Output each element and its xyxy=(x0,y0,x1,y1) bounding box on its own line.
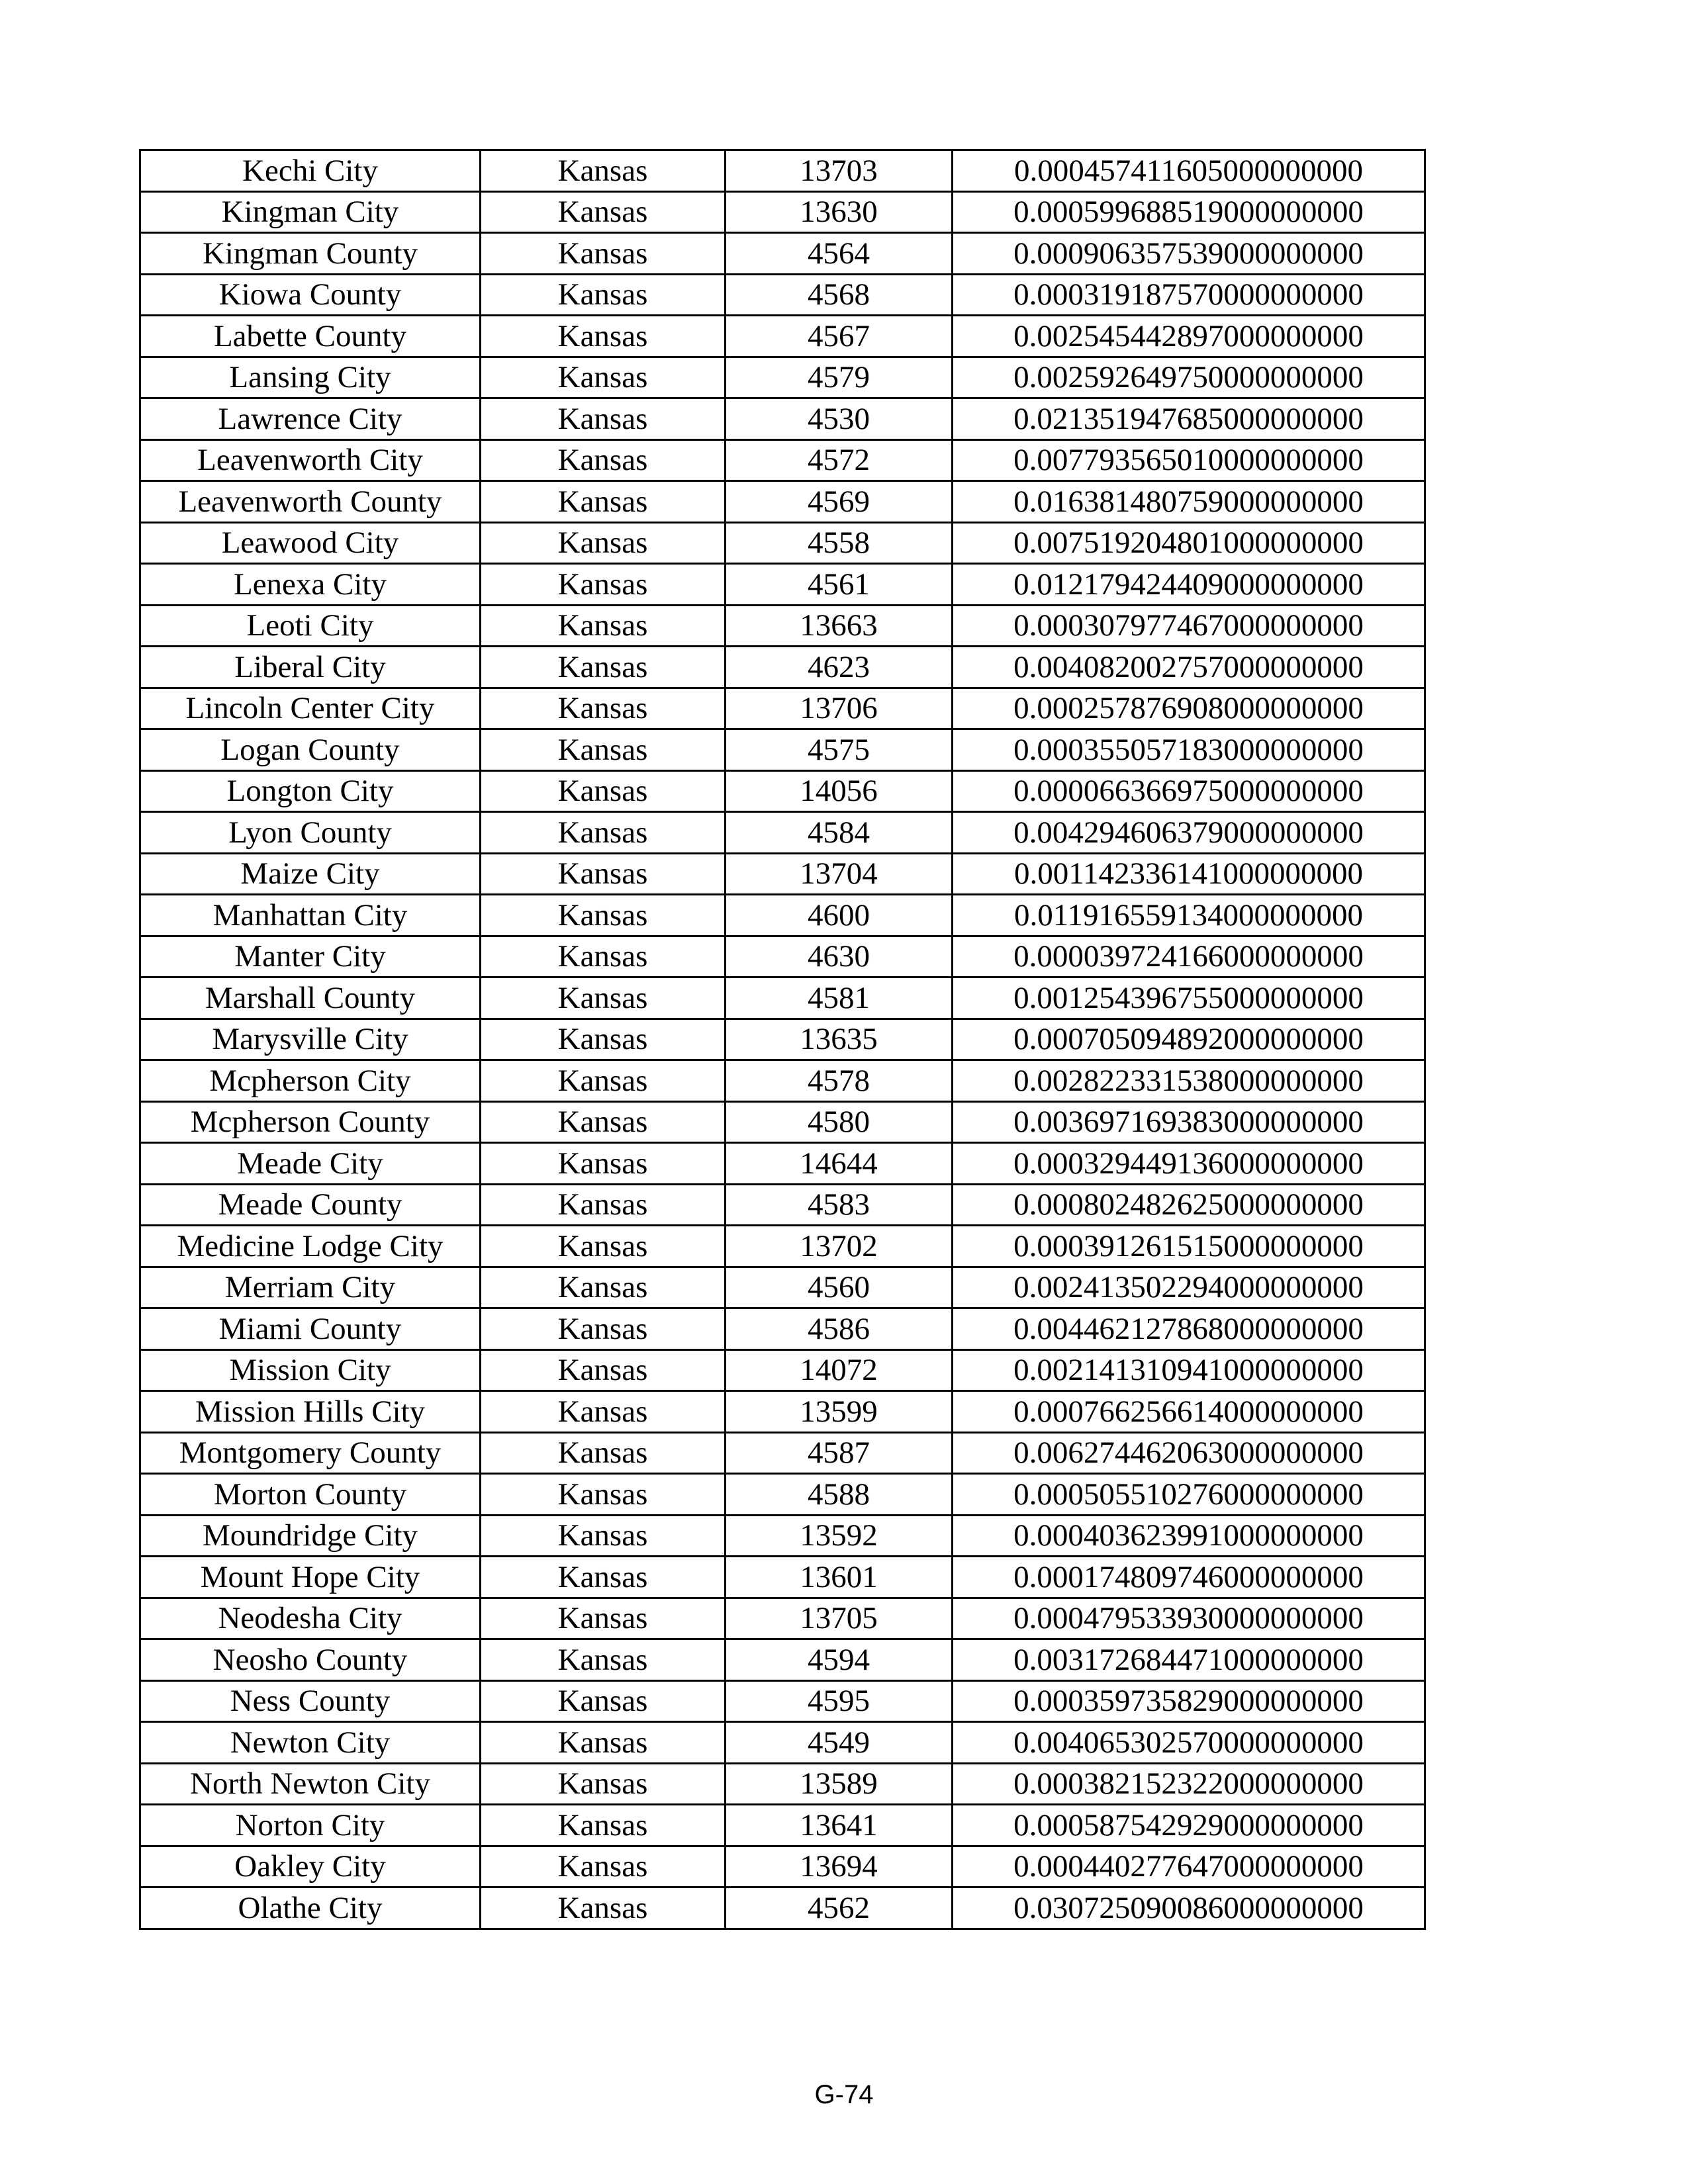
allocation-cell: 0.000391261515000000000 xyxy=(953,1226,1425,1267)
table-row xyxy=(140,522,1425,564)
state-cell: Kansas xyxy=(481,1680,726,1722)
id-cell: 14056 xyxy=(726,770,953,812)
allocation-cell: 0.001142336141000000000 xyxy=(953,853,1425,895)
state-cell: Kansas xyxy=(481,1598,726,1639)
id-cell: 13702 xyxy=(726,1226,953,1267)
state-cell: Kansas xyxy=(481,729,726,771)
allocation-cell: 0.000319187570000000000 xyxy=(953,274,1425,316)
allocation-cell: 0.030725090086000000000 xyxy=(953,1888,1425,1929)
jurisdiction-cell: Lawrence City xyxy=(140,398,481,440)
allocation-cell: 0.001254396755000000000 xyxy=(953,978,1425,1019)
state-cell: Kansas xyxy=(481,978,726,1019)
table-row xyxy=(140,1308,1425,1350)
state-cell: Kansas xyxy=(481,1308,726,1350)
id-cell: 4549 xyxy=(726,1722,953,1764)
allocation-cell: 0.004462127868000000000 xyxy=(953,1308,1425,1350)
jurisdiction-cell: Leoti City xyxy=(140,605,481,647)
id-cell: 4575 xyxy=(726,729,953,771)
jurisdiction-cell: Longton City xyxy=(140,770,481,812)
state-cell: Kansas xyxy=(481,1763,726,1805)
allocation-cell: 0.011916559134000000000 xyxy=(953,895,1425,936)
state-cell: Kansas xyxy=(481,1101,726,1143)
table-row xyxy=(140,357,1425,398)
allocation-cell: 0.012179424409000000000 xyxy=(953,564,1425,606)
state-cell: Kansas xyxy=(481,274,726,316)
jurisdiction-cell: Liberal City xyxy=(140,647,481,688)
jurisdiction-cell: Lincoln Center City xyxy=(140,688,481,729)
table-row xyxy=(140,853,1425,895)
state-cell: Kansas xyxy=(481,1805,726,1846)
id-cell: 4567 xyxy=(726,316,953,357)
state-cell: Kansas xyxy=(481,439,726,481)
table-row xyxy=(140,1846,1425,1888)
table-row xyxy=(140,481,1425,523)
state-cell: Kansas xyxy=(481,564,726,606)
table-body xyxy=(140,150,1425,1929)
allocation-cell: 0.006274462063000000000 xyxy=(953,1432,1425,1474)
state-cell: Kansas xyxy=(481,150,726,192)
table-row xyxy=(140,1184,1425,1226)
table-row xyxy=(140,1349,1425,1391)
state-cell: Kansas xyxy=(481,481,726,523)
table-row xyxy=(140,1680,1425,1722)
state-cell: Kansas xyxy=(481,233,726,275)
id-cell: 4588 xyxy=(726,1474,953,1516)
id-cell: 13630 xyxy=(726,191,953,233)
allocation-cell: 0.000039724166000000000 xyxy=(953,936,1425,978)
table-row xyxy=(140,688,1425,729)
allocation-cell: 0.002592649750000000000 xyxy=(953,357,1425,398)
state-cell: Kansas xyxy=(481,357,726,398)
table-row xyxy=(140,1557,1425,1598)
table-row xyxy=(140,1226,1425,1267)
allocation-cell: 0.000307977467000000000 xyxy=(953,605,1425,647)
allocation-cell: 0.007793565010000000000 xyxy=(953,439,1425,481)
id-cell: 14072 xyxy=(726,1349,953,1391)
table-row xyxy=(140,978,1425,1019)
table-row xyxy=(140,1101,1425,1143)
id-cell: 4595 xyxy=(726,1680,953,1722)
jurisdiction-cell: Ness County xyxy=(140,1680,481,1722)
id-cell: 13641 xyxy=(726,1805,953,1846)
state-cell: Kansas xyxy=(481,647,726,688)
jurisdiction-cell: Neosho County xyxy=(140,1639,481,1681)
jurisdiction-cell: Kingman City xyxy=(140,191,481,233)
id-cell: 4530 xyxy=(726,398,953,440)
id-cell: 13694 xyxy=(726,1846,953,1888)
state-cell: Kansas xyxy=(481,605,726,647)
table-row xyxy=(140,647,1425,688)
table-row xyxy=(140,1598,1425,1639)
allocation-cell: 0.000599688519000000000 xyxy=(953,191,1425,233)
allocation-cell: 0.000766256614000000000 xyxy=(953,1391,1425,1433)
allocation-cell: 0.000705094892000000000 xyxy=(953,1019,1425,1060)
allocation-cell: 0.004294606379000000000 xyxy=(953,812,1425,854)
jurisdiction-cell: Mount Hope City xyxy=(140,1557,481,1598)
id-cell: 4630 xyxy=(726,936,953,978)
table-row xyxy=(140,191,1425,233)
state-cell: Kansas xyxy=(481,688,726,729)
id-cell: 4583 xyxy=(726,1184,953,1226)
jurisdiction-cell: Olathe City xyxy=(140,1888,481,1929)
id-cell: 4578 xyxy=(726,1060,953,1102)
jurisdiction-cell: Neodesha City xyxy=(140,1598,481,1639)
id-cell: 4558 xyxy=(726,522,953,564)
state-cell: Kansas xyxy=(481,1184,726,1226)
state-cell: Kansas xyxy=(481,1226,726,1267)
id-cell: 13592 xyxy=(726,1515,953,1557)
jurisdiction-cell: Oakley City xyxy=(140,1846,481,1888)
allocation-table xyxy=(139,149,1426,1930)
jurisdiction-cell: Medicine Lodge City xyxy=(140,1226,481,1267)
jurisdiction-cell: Manter City xyxy=(140,936,481,978)
allocation-cell: 0.000403623991000000000 xyxy=(953,1515,1425,1557)
state-cell: Kansas xyxy=(481,1846,726,1888)
id-cell: 13663 xyxy=(726,605,953,647)
allocation-cell: 0.002545442897000000000 xyxy=(953,316,1425,357)
allocation-cell: 0.000359735829000000000 xyxy=(953,1680,1425,1722)
table-row xyxy=(140,729,1425,771)
table-row xyxy=(140,1019,1425,1060)
state-cell: Kansas xyxy=(481,812,726,854)
table-row xyxy=(140,1474,1425,1516)
jurisdiction-cell: Leavenworth County xyxy=(140,481,481,523)
state-cell: Kansas xyxy=(481,191,726,233)
allocation-cell: 0.004082002757000000000 xyxy=(953,647,1425,688)
id-cell: 13599 xyxy=(726,1391,953,1433)
table-row xyxy=(140,1060,1425,1102)
jurisdiction-cell: Lansing City xyxy=(140,357,481,398)
allocation-cell: 0.003697169383000000000 xyxy=(953,1101,1425,1143)
id-cell: 4587 xyxy=(726,1432,953,1474)
table-row xyxy=(140,316,1425,357)
allocation-cell: 0.000355057183000000000 xyxy=(953,729,1425,771)
id-cell: 13589 xyxy=(726,1763,953,1805)
table-row xyxy=(140,605,1425,647)
table-row xyxy=(140,233,1425,275)
allocation-cell: 0.000906357539000000000 xyxy=(953,233,1425,275)
id-cell: 4623 xyxy=(726,647,953,688)
jurisdiction-cell: Marshall County xyxy=(140,978,481,1019)
table-row xyxy=(140,1515,1425,1557)
state-cell: Kansas xyxy=(481,398,726,440)
table-row xyxy=(140,1391,1425,1433)
table-row xyxy=(140,439,1425,481)
table-row xyxy=(140,812,1425,854)
id-cell: 4560 xyxy=(726,1267,953,1308)
state-cell: Kansas xyxy=(481,770,726,812)
jurisdiction-cell: Meade County xyxy=(140,1184,481,1226)
id-cell: 4568 xyxy=(726,274,953,316)
table-row xyxy=(140,274,1425,316)
table-row xyxy=(140,1432,1425,1474)
jurisdiction-cell: Lyon County xyxy=(140,812,481,854)
jurisdiction-cell: Meade City xyxy=(140,1143,481,1185)
jurisdiction-cell: Leavenworth City xyxy=(140,439,481,481)
jurisdiction-cell: Moundridge City xyxy=(140,1515,481,1557)
state-cell: Kansas xyxy=(481,936,726,978)
table-row xyxy=(140,1143,1425,1185)
id-cell: 4572 xyxy=(726,439,953,481)
id-cell: 13635 xyxy=(726,1019,953,1060)
jurisdiction-cell: Leawood City xyxy=(140,522,481,564)
jurisdiction-cell: Logan County xyxy=(140,729,481,771)
allocation-cell: 0.000587542929000000000 xyxy=(953,1805,1425,1846)
id-cell: 4584 xyxy=(726,812,953,854)
allocation-cell: 0.002141310941000000000 xyxy=(953,1349,1425,1391)
jurisdiction-cell: Miami County xyxy=(140,1308,481,1350)
id-cell: 4600 xyxy=(726,895,953,936)
state-cell: Kansas xyxy=(481,853,726,895)
allocation-cell: 0.000066366975000000000 xyxy=(953,770,1425,812)
allocation-cell: 0.016381480759000000000 xyxy=(953,481,1425,523)
jurisdiction-cell: Manhattan City xyxy=(140,895,481,936)
allocation-cell: 0.000382152322000000000 xyxy=(953,1763,1425,1805)
id-cell: 14644 xyxy=(726,1143,953,1185)
allocation-cell: 0.000457411605000000000 xyxy=(953,150,1425,192)
allocation-cell: 0.002822331538000000000 xyxy=(953,1060,1425,1102)
id-cell: 4562 xyxy=(726,1888,953,1929)
jurisdiction-cell: Maize City xyxy=(140,853,481,895)
state-cell: Kansas xyxy=(481,1557,726,1598)
state-cell: Kansas xyxy=(481,1060,726,1102)
allocation-cell: 0.000505510276000000000 xyxy=(953,1474,1425,1516)
state-cell: Kansas xyxy=(481,895,726,936)
id-cell: 4569 xyxy=(726,481,953,523)
table-row xyxy=(140,936,1425,978)
allocation-cell: 0.004065302570000000000 xyxy=(953,1722,1425,1764)
table-row xyxy=(140,895,1425,936)
id-cell: 13601 xyxy=(726,1557,953,1598)
state-cell: Kansas xyxy=(481,1432,726,1474)
state-cell: Kansas xyxy=(481,522,726,564)
allocation-cell: 0.000174809746000000000 xyxy=(953,1557,1425,1598)
state-cell: Kansas xyxy=(481,1267,726,1308)
jurisdiction-cell: Newton City xyxy=(140,1722,481,1764)
jurisdiction-cell: Norton City xyxy=(140,1805,481,1846)
allocation-cell: 0.000802482625000000000 xyxy=(953,1184,1425,1226)
id-cell: 4594 xyxy=(726,1639,953,1681)
id-cell: 13705 xyxy=(726,1598,953,1639)
table-row xyxy=(140,1805,1425,1846)
state-cell: Kansas xyxy=(481,1019,726,1060)
jurisdiction-cell: Marysville City xyxy=(140,1019,481,1060)
table-row xyxy=(140,1722,1425,1764)
state-cell: Kansas xyxy=(481,1474,726,1516)
allocation-cell: 0.007519204801000000000 xyxy=(953,522,1425,564)
state-cell: Kansas xyxy=(481,1722,726,1764)
jurisdiction-cell: Merriam City xyxy=(140,1267,481,1308)
table-row xyxy=(140,1763,1425,1805)
state-cell: Kansas xyxy=(481,1639,726,1681)
jurisdiction-cell: Mcpherson City xyxy=(140,1060,481,1102)
id-cell: 4561 xyxy=(726,564,953,606)
allocation-cell: 0.002413502294000000000 xyxy=(953,1267,1425,1308)
table-row xyxy=(140,398,1425,440)
id-cell: 13704 xyxy=(726,853,953,895)
jurisdiction-cell: Mission Hills City xyxy=(140,1391,481,1433)
jurisdiction-cell: Mcpherson County xyxy=(140,1101,481,1143)
id-cell: 4586 xyxy=(726,1308,953,1350)
jurisdiction-cell: Lenexa City xyxy=(140,564,481,606)
jurisdiction-cell: Morton County xyxy=(140,1474,481,1516)
table-row xyxy=(140,150,1425,192)
jurisdiction-cell: Mission City xyxy=(140,1349,481,1391)
state-cell: Kansas xyxy=(481,1349,726,1391)
state-cell: Kansas xyxy=(481,1143,726,1185)
id-cell: 4581 xyxy=(726,978,953,1019)
jurisdiction-cell: Kechi City xyxy=(140,150,481,192)
table-row xyxy=(140,1888,1425,1929)
jurisdiction-cell: Montgomery County xyxy=(140,1432,481,1474)
id-cell: 13703 xyxy=(726,150,953,192)
table-row xyxy=(140,1639,1425,1681)
jurisdiction-cell: Labette County xyxy=(140,316,481,357)
state-cell: Kansas xyxy=(481,316,726,357)
id-cell: 4580 xyxy=(726,1101,953,1143)
allocation-cell: 0.003172684471000000000 xyxy=(953,1639,1425,1681)
id-cell: 4579 xyxy=(726,357,953,398)
state-cell: Kansas xyxy=(481,1888,726,1929)
id-cell: 13706 xyxy=(726,688,953,729)
table-row xyxy=(140,770,1425,812)
id-cell: 4564 xyxy=(726,233,953,275)
jurisdiction-cell: Kingman County xyxy=(140,233,481,275)
jurisdiction-cell: North Newton City xyxy=(140,1763,481,1805)
state-cell: Kansas xyxy=(481,1515,726,1557)
table-row xyxy=(140,564,1425,606)
table-row xyxy=(140,1267,1425,1308)
allocation-cell: 0.000257876908000000000 xyxy=(953,688,1425,729)
allocation-cell: 0.000479533930000000000 xyxy=(953,1598,1425,1639)
allocation-cell: 0.021351947685000000000 xyxy=(953,398,1425,440)
page-number: G-74 xyxy=(814,2080,874,2109)
allocation-cell: 0.000440277647000000000 xyxy=(953,1846,1425,1888)
allocation-cell: 0.000329449136000000000 xyxy=(953,1143,1425,1185)
jurisdiction-cell: Kiowa County xyxy=(140,274,481,316)
state-cell: Kansas xyxy=(481,1391,726,1433)
